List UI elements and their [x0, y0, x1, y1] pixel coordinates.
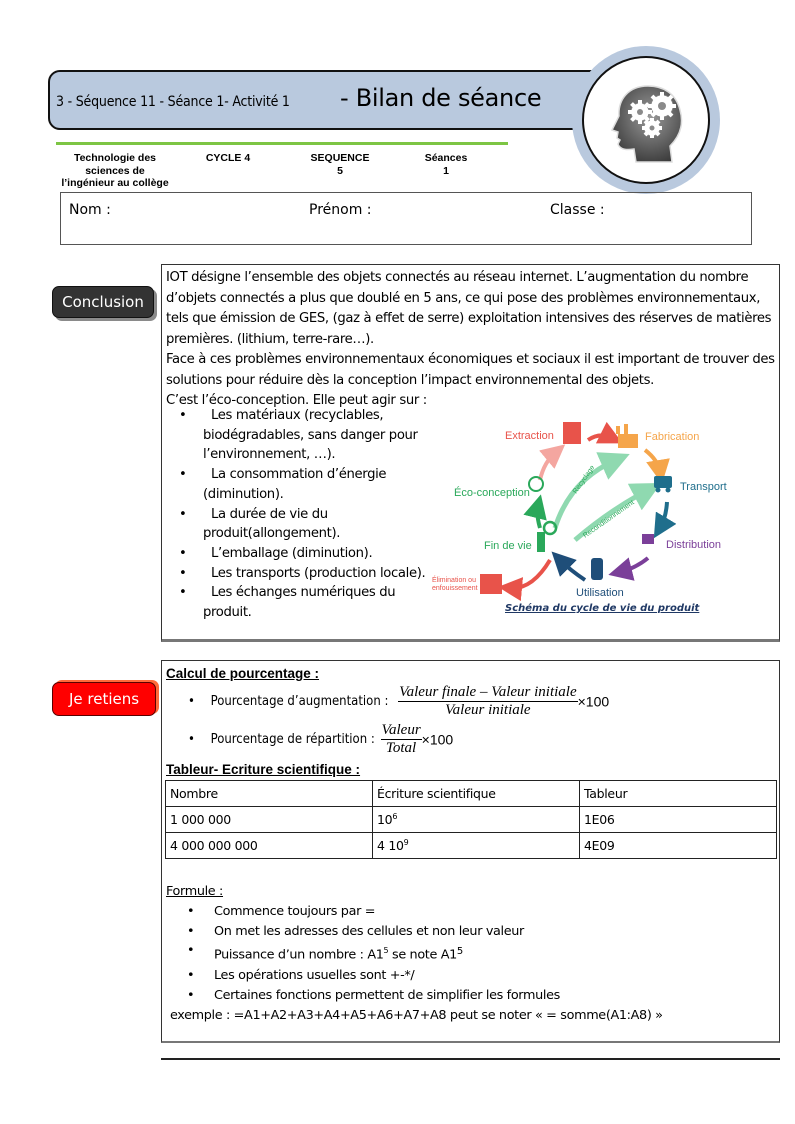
je-retiens-tag: Je retiens: [52, 682, 156, 716]
conclusion-text: [166, 268, 778, 412]
table-header: Écriture scientifique: [373, 781, 580, 807]
percent-title: Calcul de pourcentage :: [166, 666, 320, 681]
nom-field[interactable]: Nom :: [69, 202, 111, 218]
svg-text:Extraction: Extraction: [505, 430, 554, 442]
list-item: • Les matériaux (recyclables, biodégradables, sans danger pour l’environnement, …).: [179, 408, 418, 463]
augmentation-formula: • Pourcentage d’augmentation : $\frac{\text{Valeur finale – Valeur initiale}}{\text{Valeur initiale}}$ ×100: [188, 684, 610, 718]
factory-icon: [618, 434, 638, 448]
formule-section: [166, 882, 766, 1026]
svg-text:Fabrication: Fabrication: [645, 431, 700, 443]
phone-icon: [591, 558, 603, 580]
scientific-notation-table: [165, 780, 777, 859]
formule-example: exemple : =A1+A2+A3+A4+A5+A6+A7+A8 peut se noter « = somme(A1:A8) »: [170, 1008, 663, 1024]
lifecycle-diagram: [430, 410, 750, 610]
list-item: • La durée de vie du produit(allongement).: [179, 506, 341, 542]
recycle-icon: [544, 522, 556, 534]
list-item: • Les échanges numériques du produit.: [179, 585, 396, 621]
repartition-formula: • Pourcentage de répartition : $\frac{\text{Valeur}}{\text{Total}}$ ×100: [188, 722, 454, 756]
cycle-label: CYCLE 4: [205, 152, 251, 164]
list-item: • Les opérations usuelles sont +-*/: [187, 968, 415, 984]
seances-value: 1: [443, 164, 449, 177]
prenom-field[interactable]: Prénom :: [309, 202, 372, 218]
conclusion-paragraph: Face à ces problèmes environnementaux économiques et sociaux il est important de trouver des solutions pour réduire dès la conception l’impact environnemental des objets.: [166, 352, 775, 388]
bin-icon: [537, 532, 545, 552]
list-item: • Certaines fonctions permettent de simplifier les formules: [187, 988, 560, 1004]
classe-field[interactable]: Classe :: [550, 202, 605, 218]
formule-title: Formule :: [166, 884, 224, 899]
cart-icon: [642, 534, 654, 544]
bottom-rule: [161, 1058, 780, 1060]
list-item: • On met les adresses des cellules et non leur valeur: [187, 923, 524, 939]
svg-text:Éco-conception: Éco-conception: [454, 487, 530, 499]
eco-design-list: [166, 406, 436, 623]
table-header: Tableur: [580, 781, 777, 807]
svg-text:Utilisation: Utilisation: [576, 587, 624, 599]
list-item: • Les transports (production locale).: [179, 565, 426, 581]
sequence-value: 5: [337, 164, 343, 177]
seances-block: [416, 152, 476, 177]
augmentation-fraction: $\frac{\text{Valeur finale – Valeur initiale}}{\text{Valeur initiale}}$: [399, 684, 577, 718]
extraction-icon: [563, 422, 581, 444]
table-row: 1 000 000 $10^6$ 1E06: [166, 807, 777, 833]
header-subtitle: 3 - Séquence 11 - Séance 1- Activité 1: [56, 94, 290, 110]
table-header-row: [166, 781, 777, 807]
list-item: • L’emballage (diminution).: [179, 545, 373, 561]
incinerator-icon: [480, 574, 502, 594]
svg-text:Distribution: Distribution: [666, 539, 722, 551]
svg-text:Reconditionnement: Reconditionnement: [582, 499, 636, 540]
green-rule: [56, 142, 508, 145]
sequence-label: SEQUENCE: [310, 152, 370, 164]
table-row: 4 000 000 000 4 $10^9$ 4E09: [166, 833, 777, 859]
discipline-label: Technologie des sciences de l’ingénieur au collège: [61, 152, 169, 189]
table-header: Nombre: [166, 781, 373, 807]
conclusion-paragraph: C’est l’éco-conception. Elle peut agir sur :: [166, 393, 427, 408]
sequence-block: [300, 152, 380, 177]
table-title: Tableur- Ecriture scientifique :: [166, 762, 361, 777]
identity-box: [60, 192, 752, 245]
svg-text:Élimination ou: Élimination ou: [432, 577, 476, 584]
truck-icon: [654, 476, 672, 488]
repartition-fraction: $\frac{\text{Valeur}}{\text{Total}}$: [381, 722, 421, 756]
conclusion-paragraph: IOT désigne l’ensemble des objets connectés au réseau internet. L’augmentation du nombre d’objets connectés a plus que doublé en 5 ans, ce qui pose des problèmes environnementaux, tels que émission de GES, (gaz à effet de serre) exploitation intensives des réserves de matières premières. (lithium, terre-rare…).: [166, 270, 772, 347]
list-item: • La consommation d’énergie (diminution).: [179, 467, 387, 502]
svg-text:Recyclage: Recyclage: [571, 464, 597, 496]
svg-text:Fin de vie: Fin de vie: [484, 540, 532, 552]
diagram-caption: Schéma du cycle de vie du produit: [505, 603, 700, 614]
conclusion-tag: Conclusion: [52, 286, 154, 318]
svg-text:enfouissement: enfouissement: [432, 585, 478, 592]
seances-label: Séances: [424, 152, 468, 164]
list-item: • Puissance d’un nombre : $A1^5$ se note $A1^5$: [187, 943, 463, 963]
list-item: • Commence toujours par =: [187, 903, 376, 919]
head-gears-icon: [600, 78, 690, 168]
svg-text:Transport: Transport: [680, 481, 727, 493]
bulb-icon: [529, 477, 543, 491]
page-title: - Bilan de séance: [340, 84, 542, 112]
